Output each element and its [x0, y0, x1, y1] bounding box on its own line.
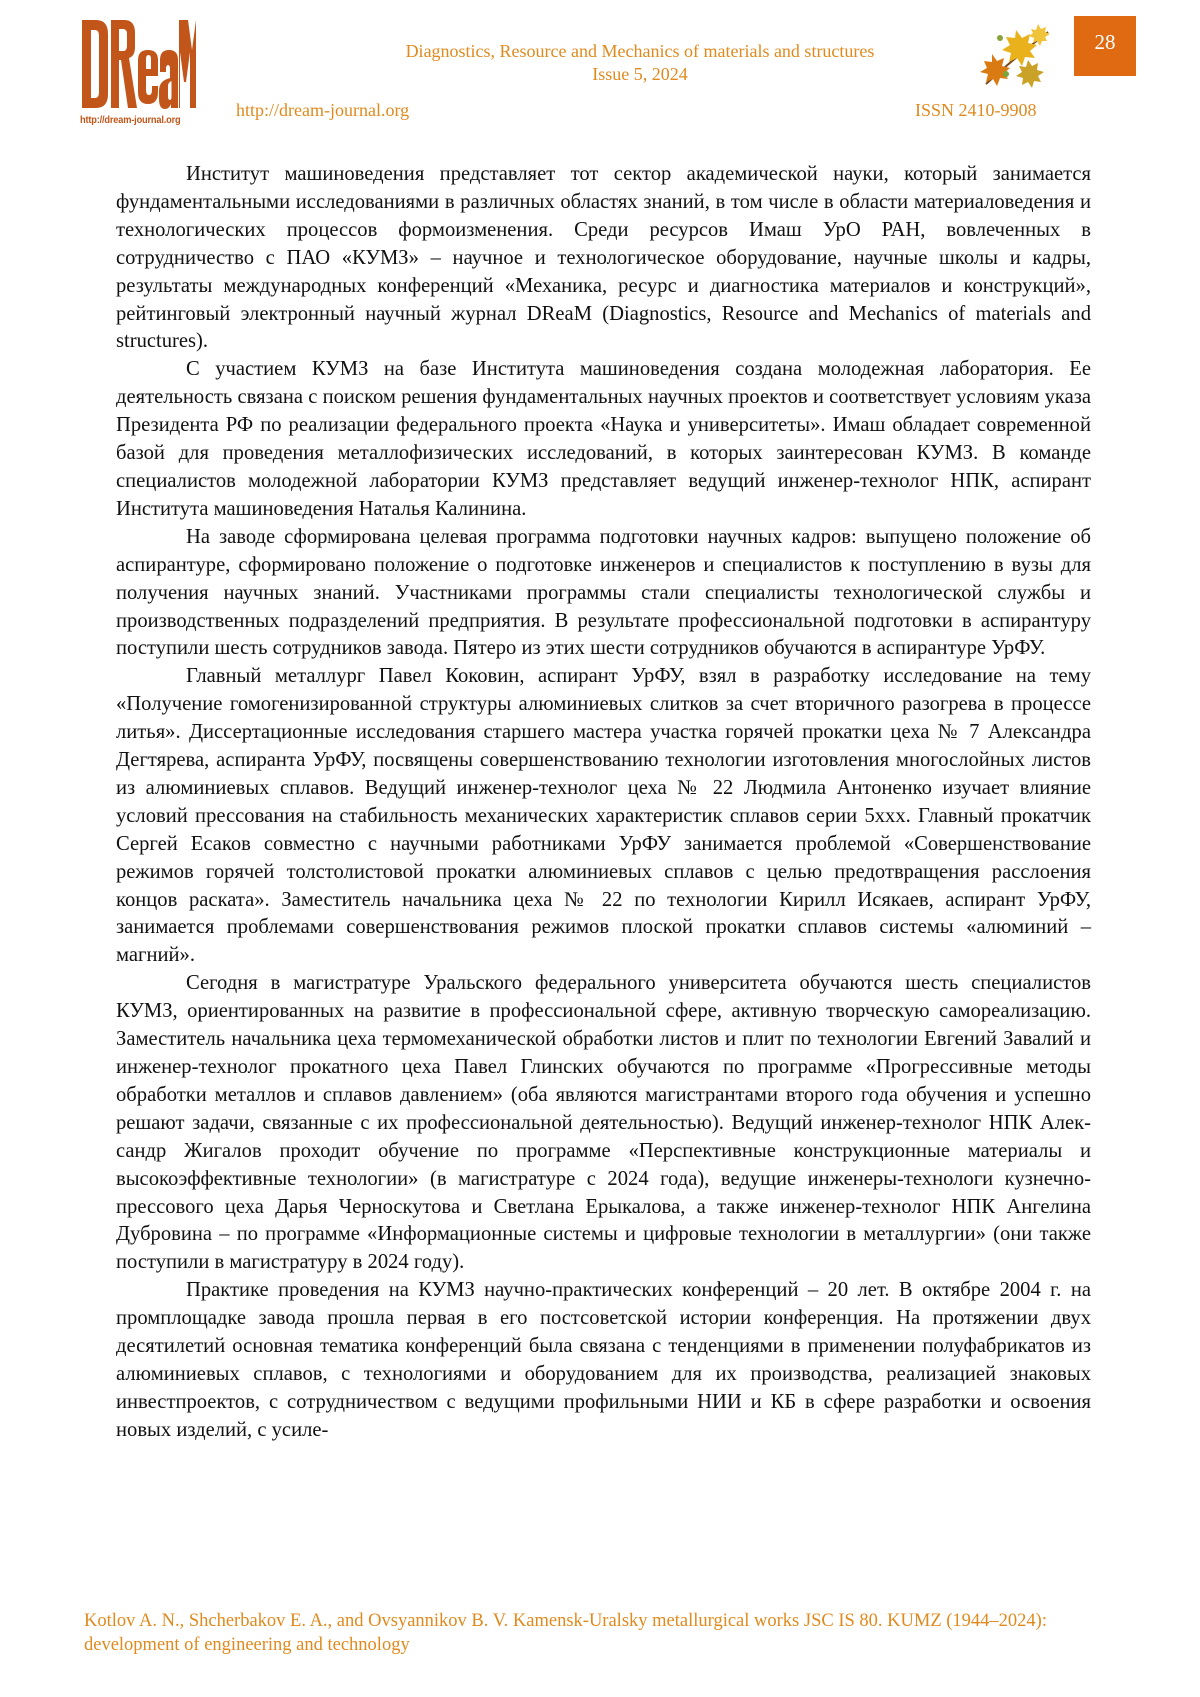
paragraph: Институт машиноведения представляет тот сектор академической науки, который занимается фундаментальными исследованиями в различных областях знаний, в том числе в области материаловедения и технологических процессов формоизменения. Среди ресурсов Имаш УрО РАН, вовлеченных в сотрудничество с ПАО «КУМЗ» – научное и технологическое оборудование, научные школы и кадры, результаты международных конференций «Механика, ресурс и диагностика материалов и конструкций», рейтинговый электронный научный журнал DReaM (Diagnostics, Resource and Mechanics of materials and structures). — [116, 163, 1091, 353]
paragraph: Практике проведения на КУМЗ научно-практических конференций – 20 лет. В октябре 2004 г. на промплощадке завода прошла первая в его постсоветской истории конференция. На протяжении двух десятилетий основная тематика конференций была связана с тенденциями в применении полуфабрикатов из алюминиевых сплавов, с технологиями и оборудованием для их производства, реализацией знаковых инвестпроектов, с сотрудничеством с ведущими профильными НИИ и КБ в сфере разработки и освоения новых изделий, с усиле- — [116, 1279, 1091, 1441]
paragraph: Главный металлург Павел Коковин, аспирант УрФУ, взял в разработку исследование на тему «Получение гомогенизированной структуры алюминиевых слитков за счет вторичного разогрева в процессе литья». Диссертационные исследования старшего мастера участка горячей прокатки цеха № 7 Александра Дегтярева, аспиранта УрФУ, посвящены совершенствованию технологии изготовления многослойных листов из алюминиевых сплавов. Ведущий инженер-технолог цеха № 22 Людмила Антоненко изучает влияние условий прессования на стабильность механических характеристик сплавов серии 5ххх. Главный прокатчик Сергей Есаков совместно с научными работниками УрФУ занимается проблемой «Совершенствование режимов горячей толстолистовой прокатки алюминиевых сплавов с целью предотвращения расслоения концов раската». Заместитель начальника цеха № 22 по технологии Кирилл Исякаев, аспирант УрФУ, занимается проблемами совершенствования режимов плоской прокатки сплавов системы «алюминий – магний». — [116, 665, 1091, 967]
autumn-leaves-icon — [972, 14, 1058, 96]
logo-url: http://dream-journal.org — [80, 114, 181, 126]
paragraph: Сегодня в магистратуре Уральского федерального университета обучаются шесть специалистов КУМЗ, ориентированных на развитие в профессиональной сфере, активную творческую самореализацию. Заместитель начальника цеха термомеханической обработки листов и плит по технологии Евгений Завалий и инженер-технолог прокатного цеха Павел Глинских обучаются по программе «Прогрессивные методы обработки металлов и сплавов давлением» (оба являются магистрантами второго года обучения и успешно решают задачи, связанные с их профессиональной деятельностью). Ведущий инженер-технолог НПК Александр Жигалов проходит обучение по программе «Перспективные конструкционные материалы и высокоэффективные технологии» (в магистратуре с 2024 года), ведущие инженеры-технологи кузнечно-прессового цеха Дарья Черноскутова и Светлана Ерыкалова, а также инженер-технолог НПК Ангелина Дубровина – по программе «Информационные системы и цифровые технологии в металлургии» (они также поступили в магистратуру в 2024 году). — [116, 972, 1091, 1274]
journal-site-link[interactable]: http://dream-journal.org — [236, 100, 410, 120]
dream-logo-icon — [80, 16, 198, 112]
journal-logo — [80, 16, 198, 130]
page-number: 28 — [1074, 16, 1136, 76]
journal-header — [330, 40, 950, 86]
journal-title: Diagnostics, Resource and Mechanics of materials and structures — [405, 41, 875, 61]
journal-issn: ISSN 2410-9908 — [915, 100, 1037, 120]
article-body — [116, 161, 1091, 1445]
paragraph: С участием КУМЗ на базе Института машиноведения создана молодежная лаборатория. Ее деятельность связана с поиском решения фундаментальных научных проектов и соответствует условиям указа Президента РФ по реализации федерального проекта «Наука и университеты». Имаш обладает современной базой для проведения металлофизических исследований, в которых заинтересован КУМЗ. В команде специалистов молодежной лаборатории КУМЗ представляет ведущий инженер-технолог НПК, аспирант Института машиноведения Наталья Калинина. — [116, 358, 1091, 520]
citation-footer: Kotlov A. N., Shcherbakov E. A., and Ovsyannikov B. V. Kamensk-Uralsky metallurgical works JSC IS 80. KUMZ (1944–2024): development of engineering and technology — [84, 1611, 1047, 1655]
journal-issue: Issue 5, 2024 — [592, 64, 688, 84]
paragraph: На заводе сформирована целевая программа подготовки научных кадров: выпущено положение об аспирантуре, сформировано положение о подготовке инженеров и специалистов к поступлению в вузы для получения научных знаний. Участниками программы стали специалисты технологической службы и производственных подразделений предприятия. В результате профессиональной подготовки в аспирантуру поступили шесть сотрудников завода. Пятеро из этих шести сотрудников обучаются в аспирантуре УрФУ. — [116, 525, 1091, 660]
